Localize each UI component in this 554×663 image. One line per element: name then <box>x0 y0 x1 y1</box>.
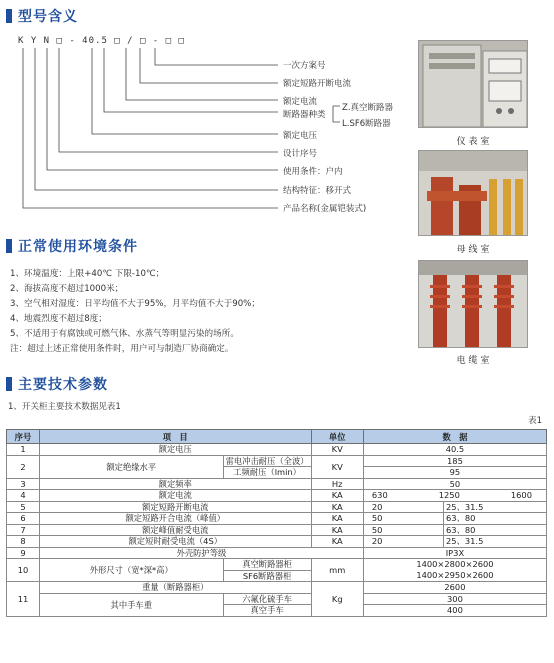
instrument-room-photo <box>418 40 528 128</box>
photo-caption: 电 缆 室 <box>456 356 490 366</box>
table-row <box>7 559 547 571</box>
section-title: 正常使用环境条件 <box>18 239 138 255</box>
note-item: 注：超过上述正常使用条件时，用户可与制造厂协商确定。 <box>10 344 234 354</box>
table-cell: 400 <box>363 605 546 617</box>
table-row <box>7 536 547 548</box>
section-marker-icon <box>6 377 12 391</box>
table-cell: 额定短路开合电流（峰值） <box>39 513 311 525</box>
header-seq: 序号 <box>7 430 40 444</box>
table-cell: 额定短时耐受电流（4S） <box>39 536 311 548</box>
photo-caption: 仪 表 室 <box>456 137 490 147</box>
table-cell: 5 <box>7 501 40 513</box>
cable-room-photo <box>418 260 528 348</box>
tree-label: 断路器种类 <box>283 110 326 120</box>
table-row <box>7 524 547 536</box>
table-tag: 表1 <box>528 416 542 426</box>
table-cell: 额定峰值耐受电流 <box>39 524 311 536</box>
table-cell: 7 <box>7 524 40 536</box>
table-cell: 50 <box>363 478 546 490</box>
table-cell: 其中手车重 <box>39 593 223 616</box>
table-cell: mm <box>311 559 363 582</box>
header-item: 项 目 <box>39 430 311 444</box>
section-tech-params <box>6 374 108 394</box>
table-cell: 工频耐压（lmin） <box>223 467 311 479</box>
table-cell: Hz <box>311 478 363 490</box>
tree-label: L.SF6断路器 <box>342 119 391 129</box>
table-row <box>7 455 547 467</box>
table-cell: 额定电流 <box>39 490 311 502</box>
table-cell: 3 <box>7 478 40 490</box>
table-row <box>7 444 547 456</box>
table-cell: 300 <box>363 593 546 605</box>
photo-caption: 母 线 室 <box>456 245 490 255</box>
table-cell: 2 <box>7 455 40 478</box>
table-row <box>7 593 547 605</box>
table-cell: 4 <box>7 490 40 502</box>
table-cell: 2600 <box>363 582 546 594</box>
environment-conditions-list <box>10 267 260 357</box>
model-code: K Y N □ - 40.5 □ / □ - □ □ <box>18 36 185 46</box>
tree-label: 设计序号 <box>283 149 318 159</box>
tree-label: 结构特征：移开式 <box>283 186 352 196</box>
table-cell: 六氟化硫手车 <box>223 593 311 605</box>
table-cell: 重量（断路器柜） <box>39 582 311 594</box>
header-unit: 单位 <box>311 430 363 444</box>
tree-label: 一次方案号 <box>283 61 326 71</box>
table-row <box>7 501 547 513</box>
table-cell: KA <box>311 490 363 502</box>
table-cell: 40.5 <box>363 444 546 456</box>
table-cell: KA <box>311 536 363 548</box>
table-cell: 真空手车 <box>223 605 311 617</box>
busbar-room-photo <box>418 150 528 236</box>
table-cell: 额定绝缘水平 <box>39 455 223 478</box>
table-cell: 185 <box>363 455 546 467</box>
list-item: 5、不适用于有腐蚀或可燃气体、水蒸气等明显污染的场所。 <box>10 329 239 339</box>
table-cell: 额定电压 <box>39 444 311 456</box>
list-item: 2、海拔高度不超过1000米； <box>10 284 124 294</box>
section-title: 型号含义 <box>18 9 78 25</box>
table-cell: 9 <box>7 547 40 559</box>
spec-table <box>6 429 547 617</box>
tree-label: 额定短路开断电流 <box>283 79 352 89</box>
tree-label: Z.真空断路器 <box>342 103 394 113</box>
table-cell: 20 <box>363 536 443 548</box>
list-item: 1、环境温度：上限+40℃ 下限-10℃； <box>10 269 165 279</box>
table-caption: 1、开关柜主要技术数据见表1 <box>8 402 121 412</box>
table-cell: 10 <box>7 559 40 582</box>
table-cell: 11 <box>7 582 40 617</box>
table-cell: 1 <box>7 444 40 456</box>
header-data: 数 据 <box>363 430 546 444</box>
table-cell: 外形尺寸（宽*深*高） <box>39 559 223 582</box>
table-cell: KA <box>311 524 363 536</box>
table-cell: 雷电冲击耐压（全波） <box>223 455 311 467</box>
list-item: 4、地震烈度不超过8度； <box>10 314 107 324</box>
table-cell: 63、80 <box>444 513 547 525</box>
tree-label: 使用条件：户内 <box>283 167 343 177</box>
table-row <box>7 478 547 490</box>
table-cell: 外壳防护等级 <box>39 547 363 559</box>
table-cell: 额定短路开断电流 <box>39 501 311 513</box>
table-header-row <box>7 430 547 444</box>
table-cell: 50 <box>363 524 443 536</box>
table-cell: 630 1250 1600 <box>363 490 546 502</box>
table-cell: 95 <box>363 467 546 479</box>
table-cell: 25、31.5 <box>444 536 547 548</box>
table-cell: KV <box>311 455 363 478</box>
table-cell: 额定频率 <box>39 478 311 490</box>
table-cell: 1400×2800×2600 1400×2950×2600 <box>363 559 546 582</box>
table-cell: 6 <box>7 513 40 525</box>
tree-label: 额定电压 <box>283 131 318 141</box>
table-cell: KA <box>311 513 363 525</box>
tree-label: 额定电流 <box>283 97 318 107</box>
table-cell: 63、80 <box>444 524 547 536</box>
section-title: 主要技术参数 <box>18 377 108 393</box>
table-cell: KA <box>311 501 363 513</box>
table-cell: KV <box>311 444 363 456</box>
tree-label: 产品名称(金属铠装式) <box>283 204 367 214</box>
table-row <box>7 582 547 594</box>
table-cell: IP3X <box>363 547 546 559</box>
table-cell: 25、31.5 <box>444 501 547 513</box>
table-cell: Kg <box>311 582 363 617</box>
table-cell: 8 <box>7 536 40 548</box>
table-row <box>7 547 547 559</box>
table-cell: 50 <box>363 513 443 525</box>
table-row <box>7 490 547 502</box>
section-marker-icon <box>6 239 12 253</box>
section-environment <box>6 236 138 256</box>
table-row <box>7 513 547 525</box>
list-item: 3、空气相对湿度：日平均值不大于95%，月平均值不大于90%； <box>10 299 260 309</box>
table-cell: 20 <box>363 501 443 513</box>
table-cell: 真空断路器柜 <box>223 559 311 571</box>
table-cell: SF6断路器柜 <box>223 570 311 582</box>
